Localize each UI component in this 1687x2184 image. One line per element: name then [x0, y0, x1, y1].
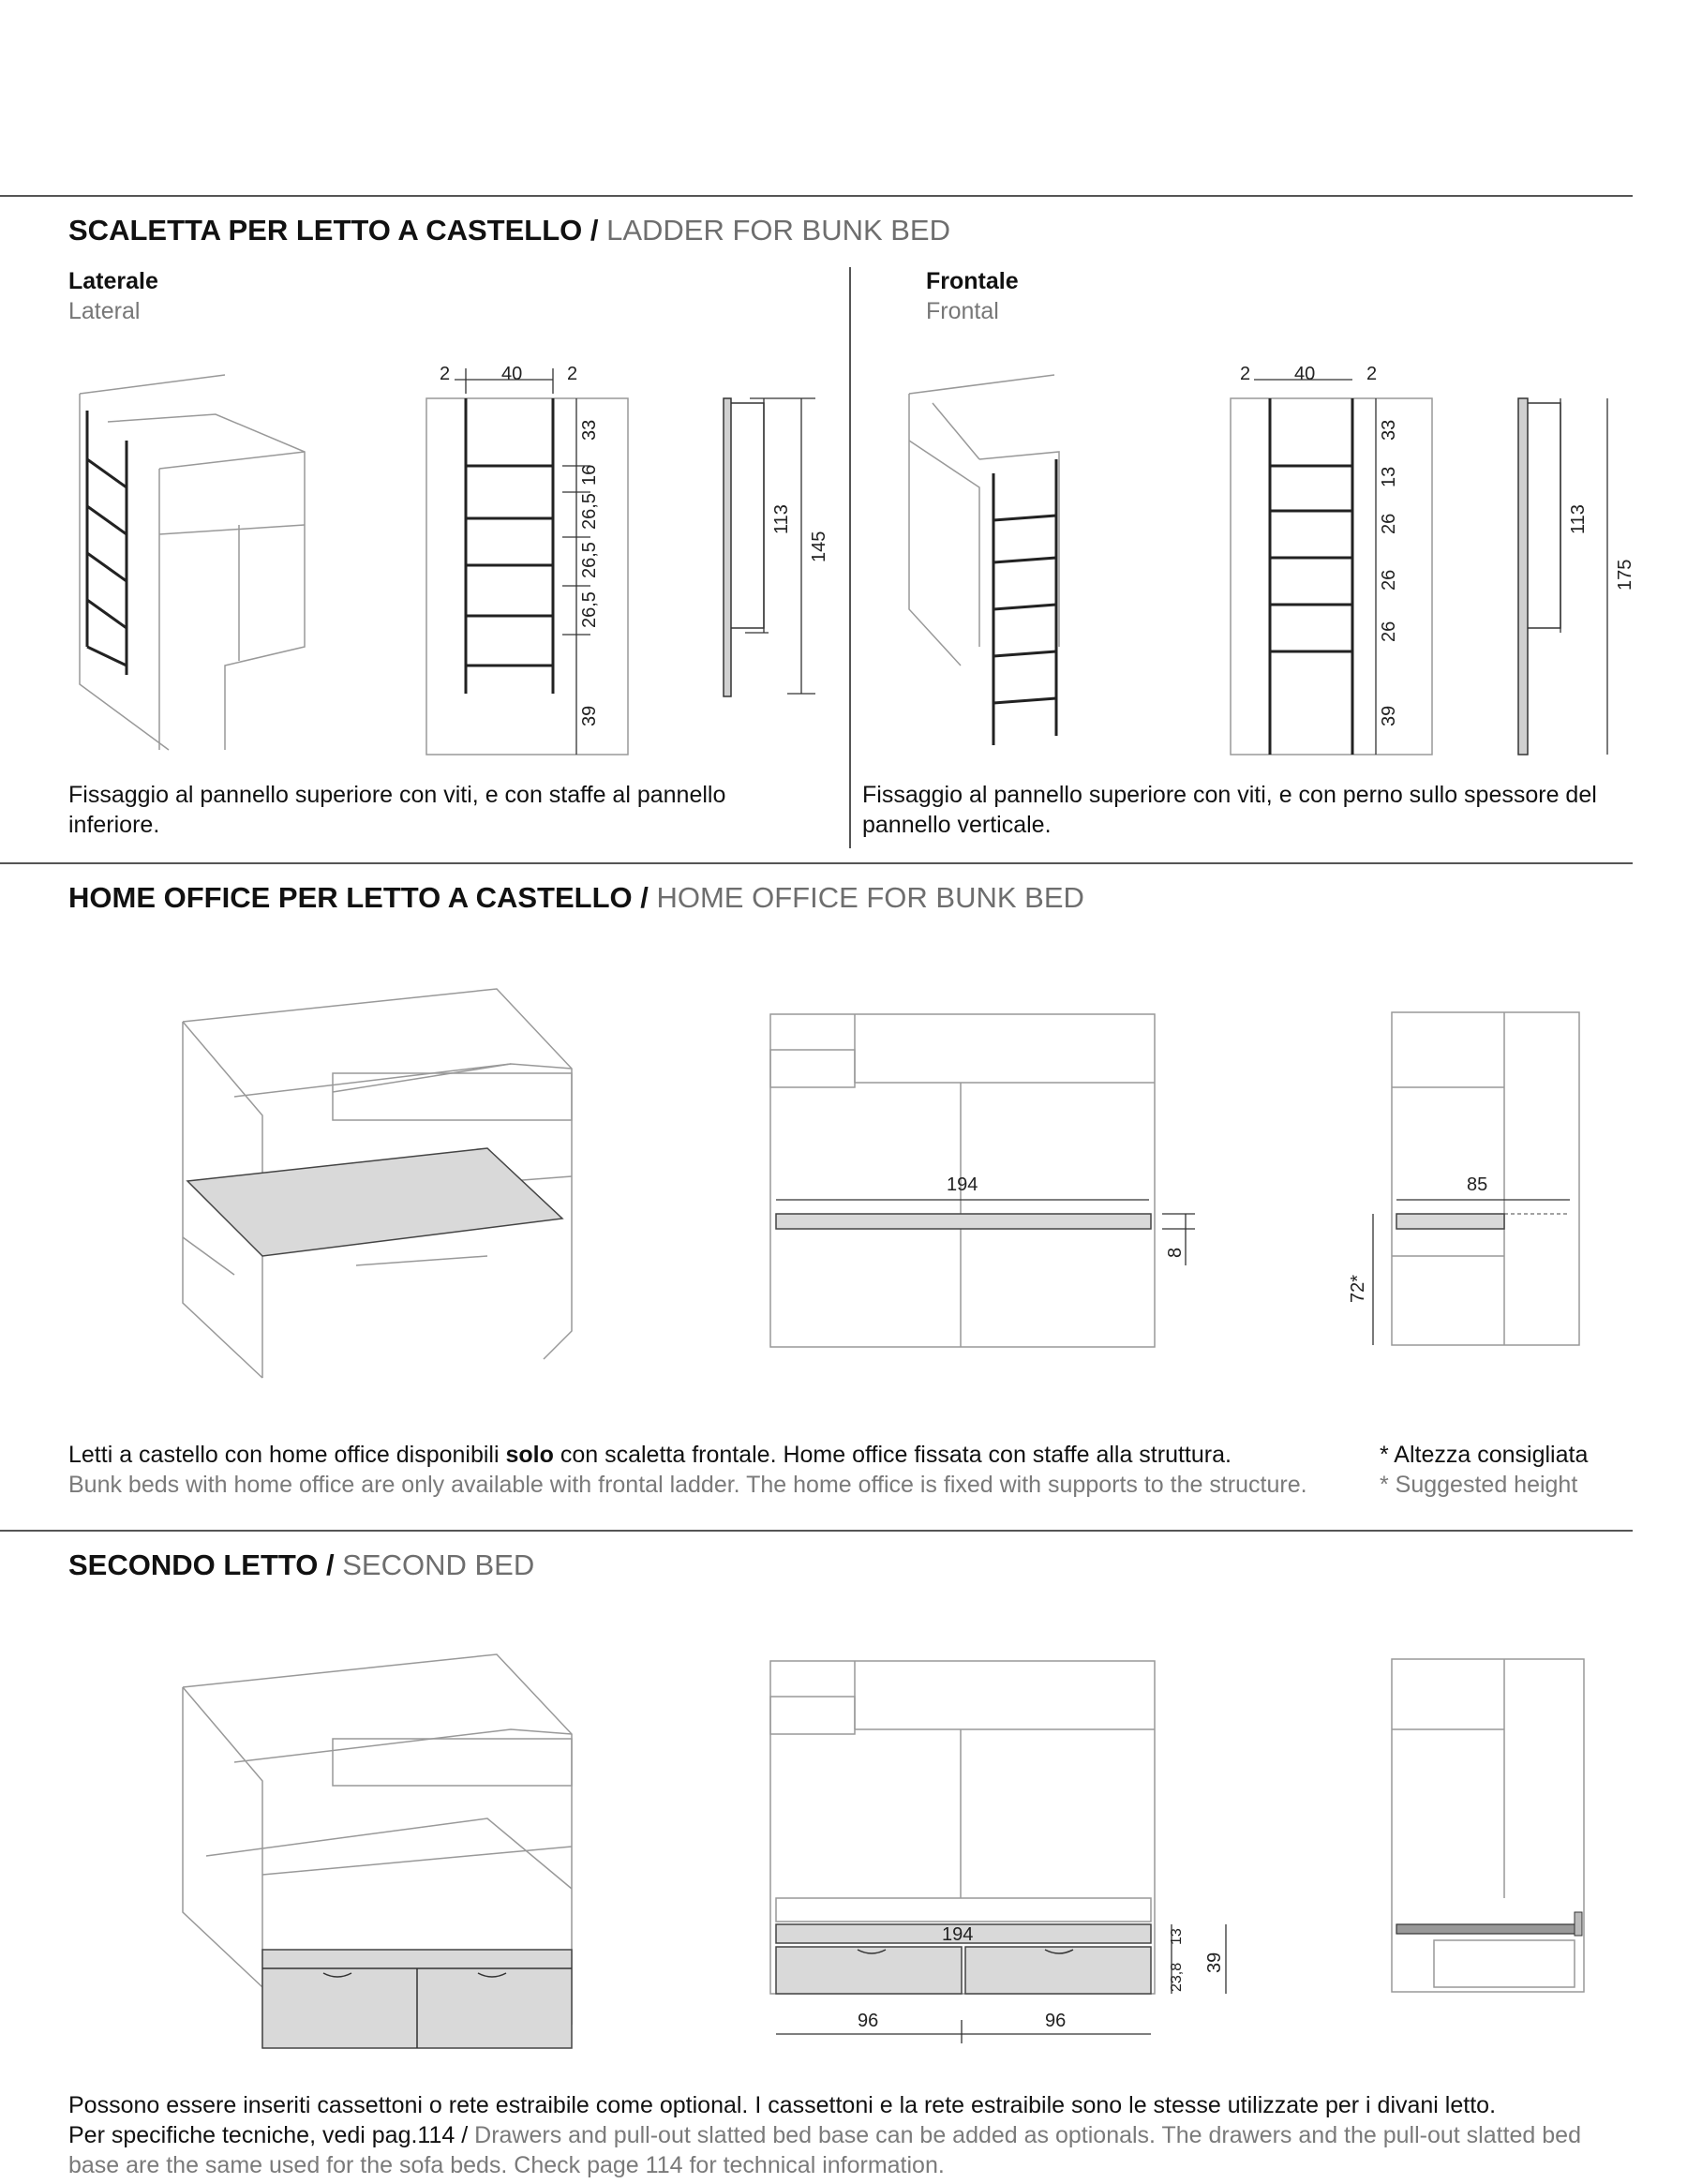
home-office-caption: Letti a castello con home office disponibili solo con scaletta frontale. Home office fissata con staffe alla struttura. Bunk beds with home office are only available with frontal ladder. The home office is fixed with supports to the structure. [68, 1442, 1307, 1498]
second-bed-perspective [178, 1650, 590, 2053]
svg-text:26: 26 [1379, 569, 1399, 591]
second-bed-rule [0, 1530, 1633, 1532]
svg-text:26: 26 [1379, 513, 1399, 534]
svg-text:16: 16 [579, 464, 600, 486]
svg-text:33: 33 [579, 419, 600, 441]
svg-text:26,5: 26,5 [579, 542, 600, 578]
frontal-ladder-perspective [904, 366, 1092, 759]
column-divider [849, 267, 851, 848]
lateral-caption: Fissaggio al pannello superiore con viti, e con staffe al pannello inferiore. [68, 782, 726, 838]
svg-text:33: 33 [1379, 419, 1399, 441]
svg-text:13: 13 [1169, 1928, 1185, 1945]
home-office-section-title: HOME OFFICE PER LETTO A CASTELLO / HOME OFFICE FOR BUNK BED [68, 881, 1084, 914]
lateral-ladder-side [712, 394, 834, 703]
svg-text:39: 39 [1379, 705, 1399, 726]
svg-text:13: 13 [1379, 466, 1399, 487]
svg-text:145: 145 [809, 531, 829, 562]
frontal-caption: Fissaggio al pannello superiore con viti, e con perno sullo spessore del pannello verticale. [862, 782, 1597, 838]
svg-text:72*: 72* [1348, 1274, 1368, 1303]
svg-text:2: 2 [1366, 364, 1378, 384]
lateral-ladder-perspective [75, 366, 319, 759]
ladder-section-title: SCALETTA PER LETTO A CASTELLO / LADDER FOR BUNK BED [68, 214, 950, 247]
svg-text:85: 85 [1467, 1174, 1488, 1195]
svg-text:26,5: 26,5 [579, 591, 600, 628]
lateral-heading: Laterale Lateral [68, 268, 158, 324]
second-bed-caption: Possono essere inseriti cassettoni o rete estraibile come optional. I cassettoni e la rete estraibile sono le stesse utilizzate per i divani letto. Per specifiche tecniche, vedi pag.114 / Drawers and pull-out slatted bed base can be added as optionals. The drawers and the pull-out slatted bed base are the same used for the sofa beds. Check page 114 for technical information. [68, 2092, 1581, 2178]
svg-text:96: 96 [1045, 2011, 1067, 2031]
lat-dim-w3: 2 [567, 364, 578, 384]
home-office-note: * Altezza consigliata * Suggested height [1380, 1442, 1589, 1498]
svg-text:39: 39 [1204, 1952, 1225, 1973]
lat-dim-w2: 40 [501, 364, 523, 384]
frontal-heading: Frontale Frontal [926, 268, 1019, 324]
svg-text:26: 26 [1379, 621, 1399, 642]
svg-text:96: 96 [858, 2011, 879, 2031]
svg-text:2: 2 [1240, 364, 1251, 384]
home-office-rule [0, 862, 1633, 864]
second-bed-section-title: SECONDO LETTO / SECOND BED [68, 1548, 535, 1581]
svg-text:113: 113 [1568, 504, 1589, 534]
home-office-side [1350, 1012, 1593, 1350]
svg-text:26,5: 26,5 [579, 493, 600, 530]
frontal-ladder-side [1514, 394, 1635, 759]
svg-text:113: 113 [771, 504, 792, 534]
frontal-ladder-elevation [1231, 361, 1456, 773]
home-office-perspective [178, 984, 590, 1378]
second-bed-side [1392, 1659, 1598, 2015]
lateral-ladder-elevation [426, 361, 651, 773]
second-bed-front [769, 1659, 1256, 2053]
svg-text:194: 194 [942, 1924, 974, 1945]
ho-width-194: 194 [947, 1174, 978, 1195]
home-office-front [769, 1012, 1209, 1350]
svg-text:23,8: 23,8 [1169, 1962, 1185, 1992]
svg-text:175: 175 [1615, 559, 1635, 591]
svg-text:8: 8 [1165, 1247, 1186, 1258]
svg-text:40: 40 [1294, 364, 1316, 384]
top-rule [0, 195, 1633, 197]
lat-dim-w1: 2 [440, 364, 451, 384]
svg-text:39: 39 [579, 705, 600, 726]
